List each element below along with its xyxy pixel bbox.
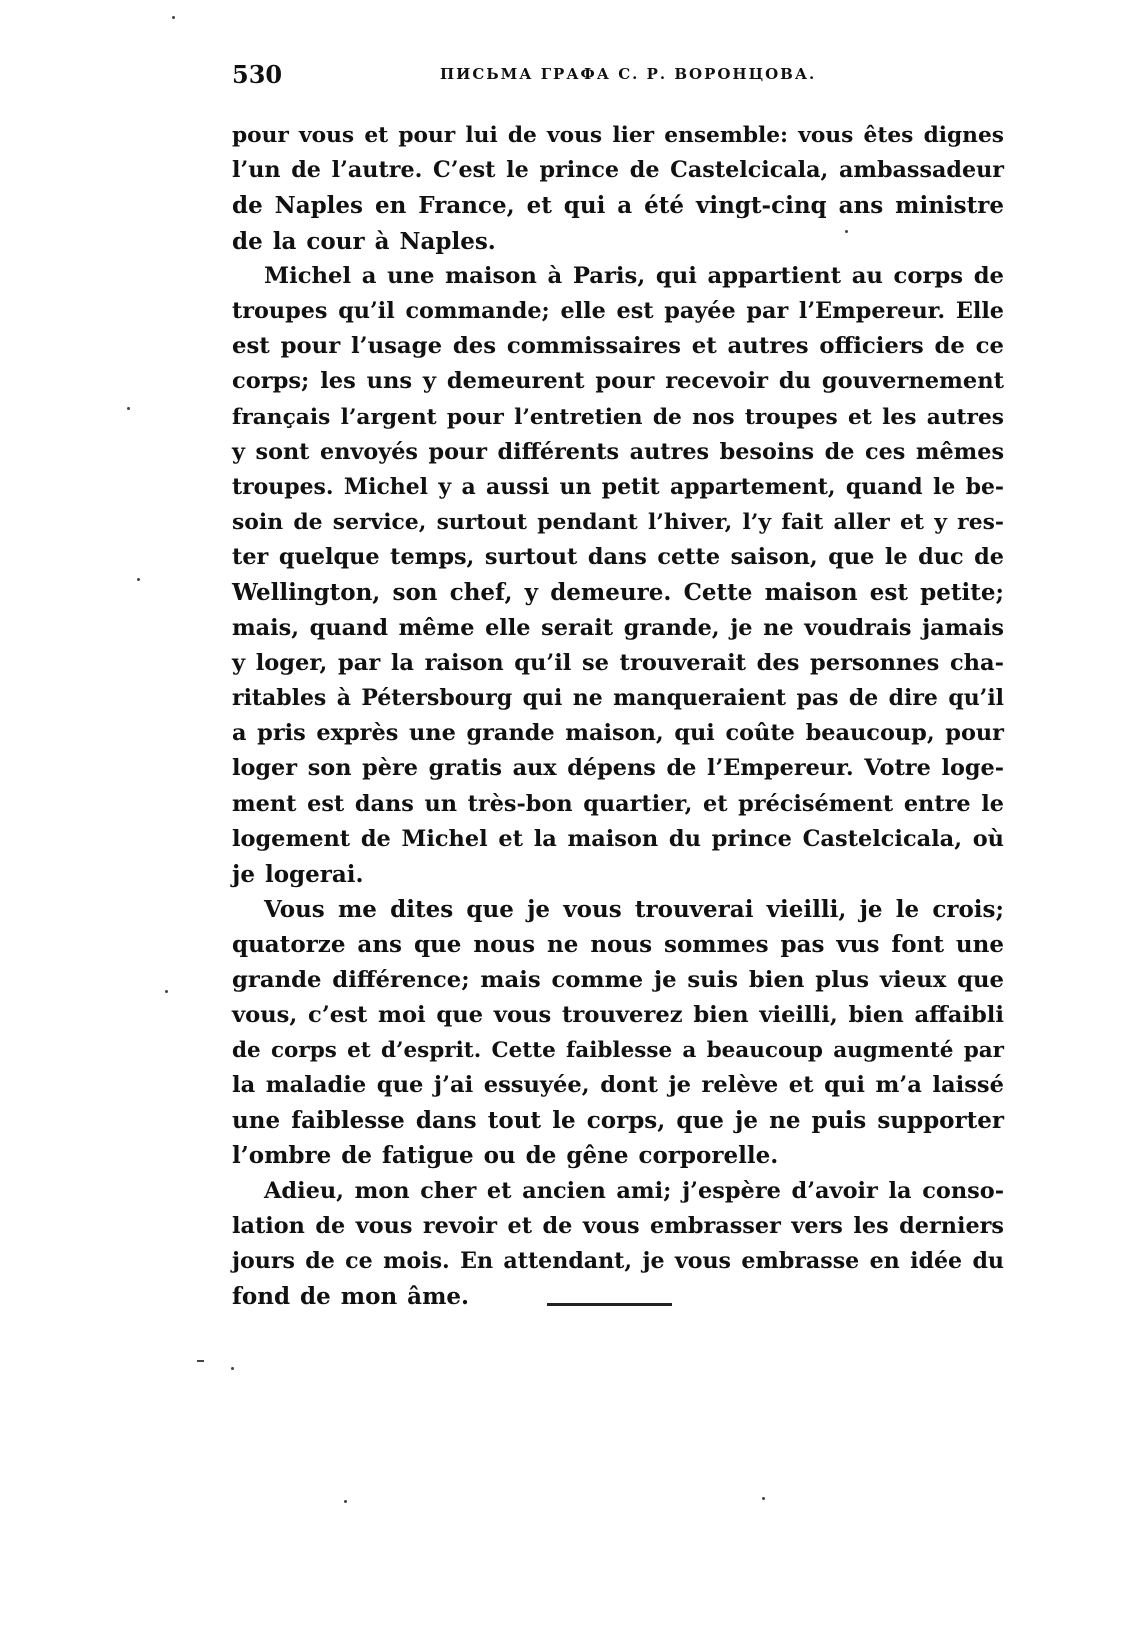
- body-line: de la cour à Naples.: [232, 227, 496, 255]
- body-line: y loger, par la raison qu’il se trouverait des personnes cha-: [232, 649, 1004, 676]
- body-line: Wellington, son chef, y demeure. Cette maison est petite;: [232, 579, 1004, 607]
- body-line: Vous me dites que je vous trouverai vieilli, je le crois;: [264, 896, 1004, 924]
- running-head: ПИСЬМА ГРАФА С. Р. ВОРОНЦОВА.: [440, 65, 817, 83]
- body-line: corps; les uns y demeurent pour recevoir du gouvernement: [232, 368, 1004, 395]
- body-line: troupes. Michel y a aussi un petit appartement, quand le be-: [232, 473, 1004, 500]
- letter-body: [232, 118, 1004, 1314]
- body-line: mais, quand même elle serait grande, je ne voudrais jamais: [232, 614, 1004, 641]
- body-line: vous, c’est moi que vous trouverez bien vieilli, bien affaibli: [232, 1001, 1004, 1028]
- body-line: l’un de l’autre. C’est le prince de Castelcicala, ambassadeur: [232, 157, 1004, 184]
- body-line: une faiblesse dans tout le corps, que je ne puis supporter: [232, 1107, 1004, 1135]
- body-line: la maladie que j’ai essuyée, dont je relève et qui m’a laissé: [232, 1072, 1004, 1099]
- body-line: jours de ce mois. En attendant, je vous embrasse en idée du: [232, 1248, 1004, 1274]
- body-line: pour vous et pour lui de vous lier ensemble: vous êtes dignes: [232, 123, 1004, 148]
- scan-speck: [197, 1360, 204, 1362]
- scan-speck: [127, 407, 130, 410]
- body-line: y sont envoyés pour différents autres besoins de ces mêmes: [232, 438, 1004, 465]
- body-line: ritables à Pétersbourg qui ne manqueraient pas de dire qu’il: [232, 685, 1004, 711]
- body-line: fond de mon âme.: [232, 1283, 470, 1311]
- scan-speck: [137, 578, 140, 581]
- body-line: grande différence; mais comme je suis bien plus vieux que: [232, 966, 1004, 993]
- page-number: 530: [232, 60, 283, 89]
- body-line: quatorze ans que nous ne nous sommes pas vus font une: [232, 931, 1004, 959]
- body-line: logement de Michel et la maison du prince Castelcicala, où: [232, 825, 1004, 852]
- body-line: je logerai.: [232, 860, 364, 888]
- body-line: ter quelque temps, surtout dans cette saison, que le duc de: [232, 544, 1004, 571]
- scan-speck: [845, 230, 848, 233]
- body-line: soin de service, surtout pendant l’hiver, l’y fait aller et y res-: [232, 509, 1004, 536]
- body-line: loger son père gratis aux dépens de l’Empereur. Votre loge-: [232, 755, 1004, 782]
- body-line: lation de vous revoir et de vous embrasser vers les derniers: [232, 1212, 1004, 1239]
- body-line: troupes qu’il commande; elle est payée par l’Empereur. Elle: [232, 297, 1004, 324]
- scan-speck: [165, 990, 168, 993]
- body-line: de corps et d’esprit. Cette faiblesse a beaucoup augmenté par: [232, 1037, 1004, 1063]
- body-line: Michel a une maison à Paris, qui appartient au corps de: [264, 262, 1004, 289]
- scan-speck: [172, 16, 175, 19]
- body-line: a pris exprès une grande maison, qui coûte beaucoup, pour: [232, 720, 1004, 747]
- end-rule: [547, 1303, 672, 1306]
- scan-speck: [762, 1497, 765, 1500]
- body-line: de Naples en France, et qui a été vingt-cinq ans ministre: [232, 192, 1004, 220]
- body-line: français l’argent pour l’entretien de nos troupes et les autres: [232, 404, 1004, 430]
- body-line: Adieu, mon cher et ancien ami; j’espère d’avoir la conso-: [264, 1177, 1004, 1204]
- body-line: ment est dans un très-bon quartier, et précisément entre le: [232, 790, 1004, 817]
- body-line: l’ombre de fatigue ou de gêne corporelle.: [232, 1142, 779, 1170]
- scan-speck: [231, 1367, 234, 1370]
- scan-speck: [344, 1500, 347, 1503]
- body-line: est pour l’usage des commissaires et autres officiers de ce: [232, 333, 1004, 360]
